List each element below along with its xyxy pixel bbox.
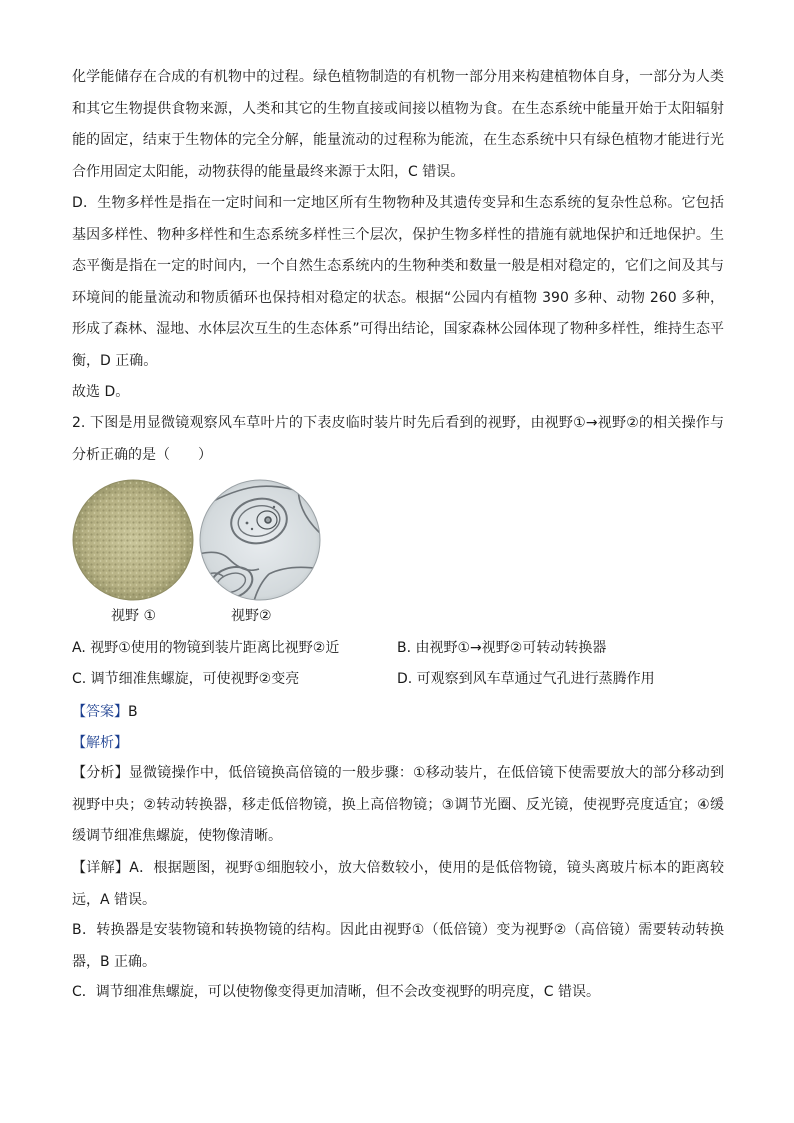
answer-line [72,702,138,722]
analysis-heading [72,733,128,753]
paragraph-c-explanation: 化学能储存在合成的有机物中的过程。绿色植物制造的有机物一部分用来构建植物体自身，一部分为人类和其它生物提供食物来源，人类和其它的生物直接或间接以植物为食。在生态系统中能量开始于太阳辐射能的固定，结束于生物体的完全分解，能量流动的过程称为能流，在生态系统中只有绿色植物才能进行光合作用固定太阳能，动物获得的能量最终来源于太阳，C 错误。 [72,69,724,180]
analysis-fenxi [72,758,724,853]
paragraph-conclusion: 故选 D。 [72,384,130,400]
micrograph-field-2 [199,479,321,601]
option-b: B. 由视野①→视野②可转动转换器 [397,640,607,656]
option-a: A. 视野①使用的物镜到装片距离比视野②近 [72,640,340,656]
option-c: C. 调节细准焦螺旋，可使视野②变亮 [72,671,300,687]
analysis-c: C．调节细准焦螺旋，可以使物像变得更加清晰，但不会改变视野的明亮度，C 错误。 [72,984,600,1000]
caption-field-1: 视野 ① [111,608,157,624]
paragraph-d-explanation: D．生物多样性是指在一定时间和一定地区所有生物物种及其遗传变异和生态系统的复杂性总称。它包括基因多样性、物种多样性和生态系统多样性三个层次，保护生物多样性的措施有就地保护和迁地保护。生态平衡是指在一定的时间内，一个自然生态系统内的生物种类和数量一般是相对稳定的，它们之间及其与环境间的能量流动和物质循环也保持相对稳定的状态。根据“公园内有植物 390 多种、动物 260 多种，形成了森林、湿地、水体层次互生的生态体系”可得出结论，国家森林公园体现了物种多样性，维持生态平衡，D 正确。 [72,195,724,369]
caption-field-2: 视野② [231,608,272,624]
analysis-b: B．转换器是安装物镜和转换物镜的结构。因此由视野①（低倍镜）变为视野②（高倍镜）需要转动转换器，B 正确。 [72,922,724,970]
micrograph-field-1 [72,479,194,601]
question-2-stem: 2. 下图是用显微镜观察风车草叶片的下表皮临时装片时先后看到的视野，由视野①→视野②的相关操作与分析正确的是（ ） [72,415,724,463]
xiangjie-tag: 【详解】 [72,860,130,876]
option-d: D. 可观察到风车草通过气孔进行蒸腾作用 [397,671,655,687]
analysis-xiangjie-a [72,853,724,916]
analysis-tag: 【解析】 [72,735,128,751]
xiangjie-a-text: A．根据题图，视野①细胞较小，放大倍数较小，使用的是低倍物镜，镜头离玻片标本的距离较远，A 错误。 [72,860,724,908]
fenxi-text: 显微镜操作中，低倍镜换高倍镜的一般步骤：①移动装片，在低倍镜下使需要放大的部分移动到视野中央；②转动转换器，移走低倍物镜，换上高倍物镜；③调节光圈、反光镜，使视野亮度适宜；④缓缓调节细准焦螺旋，使物像清晰。 [72,765,724,844]
answer-value: B [128,704,138,720]
fenxi-tag: 【分析】 [72,765,129,781]
answer-tag: 【答案】 [72,704,128,720]
